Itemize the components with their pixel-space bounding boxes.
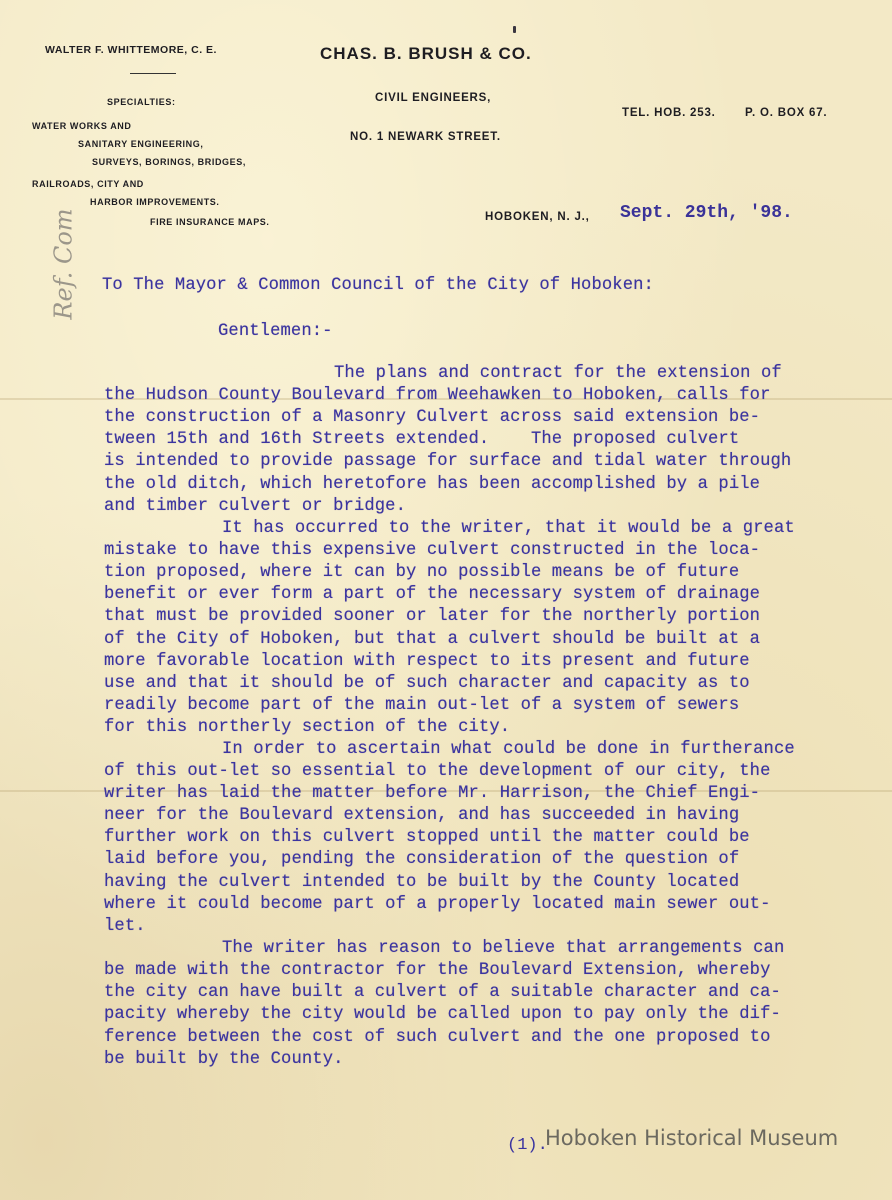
letterhead-po-box: P. O. BOX 67. <box>745 107 828 119</box>
body-line: The plans and contract for the extension of <box>334 364 782 383</box>
letter-date: Sept. 29th, '98. <box>620 203 793 223</box>
letterhead-address: NO. 1 NEWARK STREET. <box>350 131 501 143</box>
greeting: Gentlemen:- <box>218 322 333 341</box>
specialty-item: HARBOR IMPROVEMENTS. <box>90 197 220 207</box>
salutation-line: To The Mayor & Common Council of the City of Hoboken: <box>102 276 654 295</box>
body-line: the Hudson County Boulevard from Weehawken to Hoboken, calls for <box>104 386 771 405</box>
body-line: writer has laid the matter before Mr. Harrison, the Chief Engi- <box>104 784 761 803</box>
specialties-heading: SPECIALTIES: <box>107 97 176 107</box>
body-line: of this out-let so essential to the development of our city, the <box>104 762 771 781</box>
body-line: that must be provided sooner or later for the northerly portion <box>104 607 761 626</box>
body-line: for this northerly section of the city. <box>104 718 511 737</box>
body-line: laid before you, pending the consideration of the question of <box>104 850 740 869</box>
ink-mark <box>513 26 516 33</box>
body-line: be made with the contractor for the Boulevard Extension, whereby <box>104 961 771 980</box>
body-line: It has occurred to the writer, that it would be a great <box>222 519 795 538</box>
body-line: is intended to provide passage for surface and tidal water through <box>104 452 792 471</box>
body-line: more favorable location with respect to its present and future <box>104 652 750 671</box>
handwritten-margin-note: Ref. Com <box>49 208 78 320</box>
letterhead-partner: WALTER F. WHITTEMORE, C. E. <box>45 44 217 56</box>
body-line: of the City of Hoboken, but that a culvert should be built at a <box>104 630 761 649</box>
body-line: pacity whereby the city would be called upon to pay only the dif- <box>104 1005 781 1024</box>
body-line: In order to ascertain what could be done in furtherance <box>222 740 795 759</box>
body-line: use and that it should be of such character and capacity as to <box>104 674 750 693</box>
body-line: ference between the cost of such culvert and the one proposed to <box>104 1028 771 1047</box>
body-line: The writer has reason to believe that arrangements can <box>222 939 785 958</box>
specialty-item: FIRE INSURANCE MAPS. <box>150 217 270 227</box>
letterhead-city: HOBOKEN, N. J., <box>485 211 590 223</box>
specialty-item: WATER WORKS AND <box>32 121 132 131</box>
body-line: the city can have built a culvert of a suitable character and ca- <box>104 983 781 1002</box>
body-line: having the culvert intended to be built by the County located <box>104 873 740 892</box>
body-line: the construction of a Masonry Culvert across said extension be- <box>104 408 761 427</box>
museum-watermark: Hoboken Historical Museum <box>545 1126 839 1150</box>
body-line: be built by the County. <box>104 1050 344 1069</box>
letterhead-telephone: TEL. HOB. 253. <box>622 107 716 119</box>
body-line: let. <box>104 917 146 936</box>
body-line: tween 15th and 16th Streets extended. The proposed culvert <box>104 430 740 449</box>
body-line: tion proposed, where it can by no possible means be of future <box>104 563 740 582</box>
letterhead-firm-name: CHAS. B. BRUSH & CO. <box>320 44 532 63</box>
body-line: readily become part of the main out-let of a system of sewers <box>104 696 740 715</box>
body-line: mistake to have this expensive culvert constructed in the loca- <box>104 541 761 560</box>
specialty-item: SANITARY ENGINEERING, <box>78 139 204 149</box>
specialty-item: RAILROADS, CITY AND <box>32 179 144 189</box>
body-line: the old ditch, which heretofore has been accomplished by a pile <box>104 475 761 494</box>
specialty-item: SURVEYS, BORINGS, BRIDGES, <box>92 157 246 167</box>
letterhead-profession: CIVIL ENGINEERS, <box>375 92 492 104</box>
body-line: neer for the Boulevard extension, and has succeeded in having <box>104 806 740 825</box>
body-line: further work on this culvert stopped until the matter could be <box>104 828 750 847</box>
page-number: (1). <box>507 1136 548 1155</box>
body-line: and timber culvert or bridge. <box>104 497 407 516</box>
body-line: benefit or ever form a part of the necessary system of drainage <box>104 585 761 604</box>
body-line: where it could become part of a properly located main sewer out- <box>104 895 771 914</box>
letterhead-rule <box>130 73 176 74</box>
